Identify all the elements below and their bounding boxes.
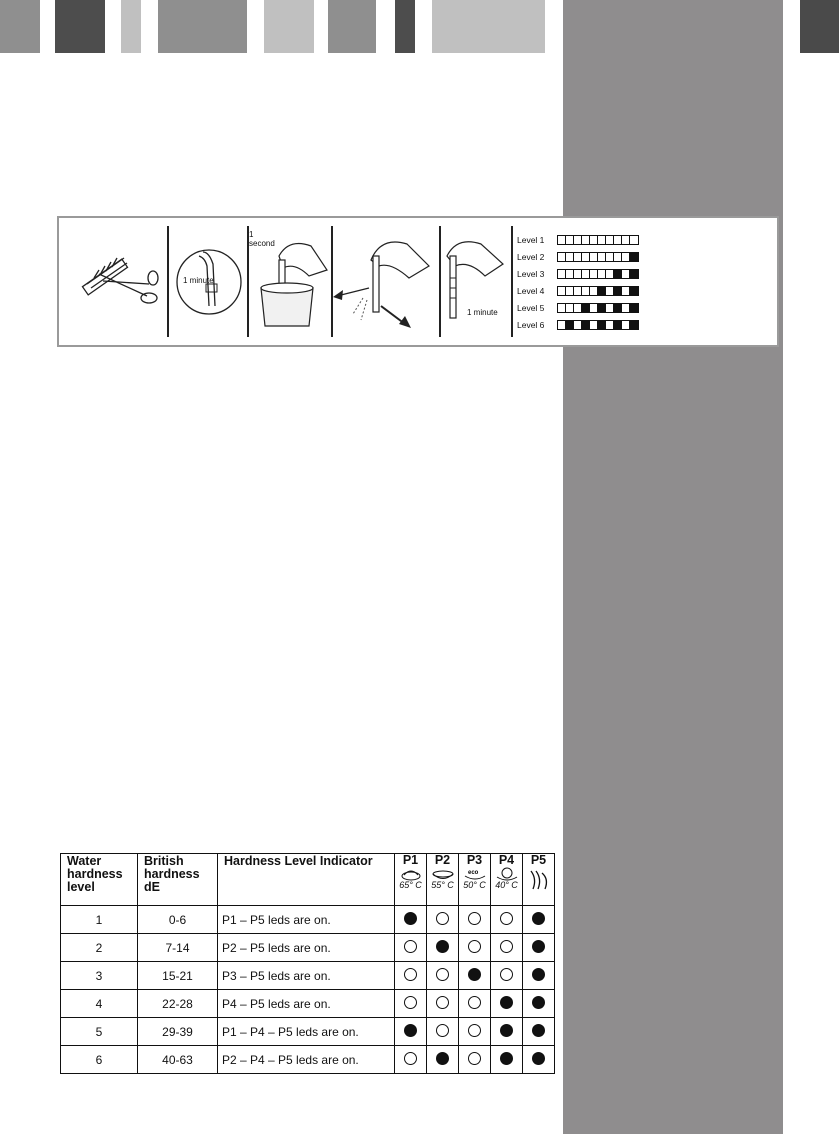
led-cell [395,962,427,990]
program-label: P2 [434,853,451,867]
level-cell [574,287,582,295]
step-shake-strip [333,226,439,337]
header-p3 [459,854,491,906]
table-row [61,990,555,1018]
step-run-water [169,226,247,337]
table-row [61,1018,555,1046]
level-cell [590,304,598,312]
level-cell [590,287,598,295]
british-hardness-cell: 0-6 [138,906,218,934]
led-cell [523,1046,555,1074]
level-bar [557,320,639,330]
hardness-table [60,853,555,1074]
level-cell [590,236,598,244]
led-on-icon [468,968,481,981]
led-cell [427,1018,459,1046]
hardness-level-cell: 6 [61,1046,138,1074]
level-cell [614,253,622,261]
level-cell [614,321,622,329]
level-cell [558,287,566,295]
led-cell [459,1046,491,1074]
led-on-icon [532,912,545,925]
step-wait [441,226,511,337]
program-label: P4 [498,853,515,867]
table-row [61,906,555,934]
led-off-icon [468,940,481,953]
step-cut-strip [69,226,167,337]
level-cell [598,304,606,312]
led-off-icon [500,912,513,925]
led-cell [523,1018,555,1046]
level-bar [557,269,639,279]
level-cell [566,321,574,329]
british-hardness-cell: 7-14 [138,934,218,962]
british-hardness-cell: 15-21 [138,962,218,990]
level-cell [606,270,614,278]
level-cell [598,287,606,295]
level-cell [622,253,630,261]
led-cell [459,906,491,934]
level-cell [574,304,582,312]
led-off-icon [404,996,417,1009]
level-cell [582,304,590,312]
step-caption: 1 second [249,230,275,248]
rinse-icon [527,867,551,891]
led-on-icon [532,996,545,1009]
led-cell [395,934,427,962]
level-cell [558,270,566,278]
level-cell [606,321,614,329]
led-cell [427,990,459,1018]
level-cell [630,304,638,312]
led-on-icon [500,1052,513,1065]
header-p2 [427,854,459,906]
level-row [517,285,639,297]
level-cell [630,270,638,278]
level-cell [606,287,614,295]
indicator-cell: P2 – P4 – P5 leds are on. [218,1046,395,1074]
program-temp: 40° C [495,880,518,890]
led-cell [491,990,523,1018]
level-cell [582,321,590,329]
led-off-icon [436,996,449,1009]
led-off-icon [404,1052,417,1065]
led-on-icon [500,1024,513,1037]
hardness-level-cell: 4 [61,990,138,1018]
level-cell [614,270,622,278]
led-off-icon [500,968,513,981]
step-caption: 1 minute [183,276,214,285]
led-off-icon [404,968,417,981]
level-cell [582,287,590,295]
british-hardness-cell: 22-28 [138,990,218,1018]
level-cell [630,321,638,329]
header-p5 [523,854,555,906]
level-cell [606,253,614,261]
led-cell [491,1046,523,1074]
led-cell [427,906,459,934]
led-cell [459,962,491,990]
level-label: Level 5 [517,303,545,313]
level-cell [574,270,582,278]
indicator-cell: P1 – P4 – P5 leds are on. [218,1018,395,1046]
quick-icon [495,867,519,881]
level-cell [622,321,630,329]
program-temp: 65° C [399,880,422,890]
eco-icon [463,867,487,881]
corner-block [800,0,839,53]
pot-icon [399,867,423,881]
scissors-icon [69,226,167,337]
bowl-icon [431,867,455,881]
led-off-icon [468,912,481,925]
level-cell [558,321,566,329]
test-strip-figure [57,216,779,347]
level-cell [622,236,630,244]
led-on-icon [404,912,417,925]
header-water-hardness: Water hardness level [61,854,138,906]
svg-text:eco: eco [467,870,478,876]
led-cell [459,934,491,962]
led-off-icon [436,1024,449,1037]
led-cell [523,906,555,934]
hardness-level-cell: 5 [61,1018,138,1046]
level-cell [590,253,598,261]
level-cell [630,253,638,261]
led-cell [395,906,427,934]
side-band [563,0,783,1134]
level-cell [606,304,614,312]
level-cell [598,321,606,329]
program-temp: 50° C [463,880,486,890]
level-row [517,268,639,280]
table-row [61,962,555,990]
level-cell [558,304,566,312]
step-dip-strip [249,226,331,337]
led-cell [491,906,523,934]
level-cell [614,287,622,295]
led-off-icon [404,940,417,953]
divider [511,226,513,337]
level-label: Level 1 [517,235,545,245]
led-on-icon [532,1052,545,1065]
level-cell [622,304,630,312]
led-off-icon [468,1024,481,1037]
level-cell [614,304,622,312]
program-label: P5 [530,853,547,867]
strip-hand-icon [441,226,511,337]
level-cell [566,253,574,261]
level-cell [566,304,574,312]
level-cell [574,321,582,329]
indicator-cell: P4 – P5 leds are on. [218,990,395,1018]
british-hardness-cell: 40-63 [138,1046,218,1074]
header-indicator: Hardness Level Indicator [218,854,395,906]
level-cell [558,236,566,244]
table-row [61,934,555,962]
level-row [517,251,639,263]
indicator-cell: P3 – P5 leds are on. [218,962,395,990]
level-cell [566,287,574,295]
level-cell [598,236,606,244]
led-cell [491,934,523,962]
led-cell [523,962,555,990]
level-cell [574,253,582,261]
header-block [121,0,141,53]
level-cell [606,236,614,244]
header-block [328,0,376,53]
hardness-level-cell: 3 [61,962,138,990]
level-cell [622,270,630,278]
level-cell [590,321,598,329]
led-cell [523,990,555,1018]
level-bar [557,235,639,245]
led-cell [491,962,523,990]
level-cell [630,287,638,295]
indicator-cell: P2 – P5 leds are on. [218,934,395,962]
led-cell [427,962,459,990]
level-bar [557,252,639,262]
level-cell [566,270,574,278]
led-on-icon [436,940,449,953]
header-block [432,0,545,53]
led-off-icon [468,1052,481,1065]
led-off-icon [436,968,449,981]
header-british-hardness: British hardness dE [138,854,218,906]
led-cell [427,934,459,962]
header-block [0,0,40,53]
led-cell [459,1018,491,1046]
led-cell [395,990,427,1018]
header-p4 [491,854,523,906]
level-row [517,319,639,331]
level-cell [590,270,598,278]
led-off-icon [500,940,513,953]
level-cell [598,270,606,278]
level-cell [574,236,582,244]
header-p1 [395,854,427,906]
led-cell [459,990,491,1018]
led-off-icon [468,996,481,1009]
led-off-icon [436,912,449,925]
level-cell [630,236,638,244]
header-block [158,0,247,53]
level-label: Level 6 [517,320,545,330]
step-caption: 1 minute [467,308,498,317]
led-on-icon [532,940,545,953]
program-label: P1 [402,853,419,867]
level-cell [582,270,590,278]
level-row [517,302,639,314]
led-on-icon [532,968,545,981]
level-cell [614,236,622,244]
header-block [395,0,415,53]
table-row [61,1046,555,1074]
led-on-icon [532,1024,545,1037]
hardness-level-cell: 2 [61,934,138,962]
led-on-icon [500,996,513,1009]
header-block [264,0,314,53]
level-cell [582,236,590,244]
led-cell [395,1046,427,1074]
british-hardness-cell: 29-39 [138,1018,218,1046]
level-cell [566,236,574,244]
level-label: Level 2 [517,252,545,262]
shake-icon [333,226,439,337]
level-cell [558,253,566,261]
level-cell [622,287,630,295]
level-label: Level 3 [517,269,545,279]
led-on-icon [404,1024,417,1037]
led-on-icon [436,1052,449,1065]
program-label: P3 [466,853,483,867]
header-block [55,0,105,53]
level-cell [582,253,590,261]
level-label: Level 4 [517,286,545,296]
level-cell [598,253,606,261]
led-cell [427,1046,459,1074]
hardness-level-cell: 1 [61,906,138,934]
program-temp: 55° C [431,880,454,890]
led-cell [523,934,555,962]
level-bar [557,303,639,313]
level-row [517,234,639,246]
level-bar [557,286,639,296]
led-cell [395,1018,427,1046]
led-cell [491,1018,523,1046]
indicator-cell: P1 – P5 leds are on. [218,906,395,934]
